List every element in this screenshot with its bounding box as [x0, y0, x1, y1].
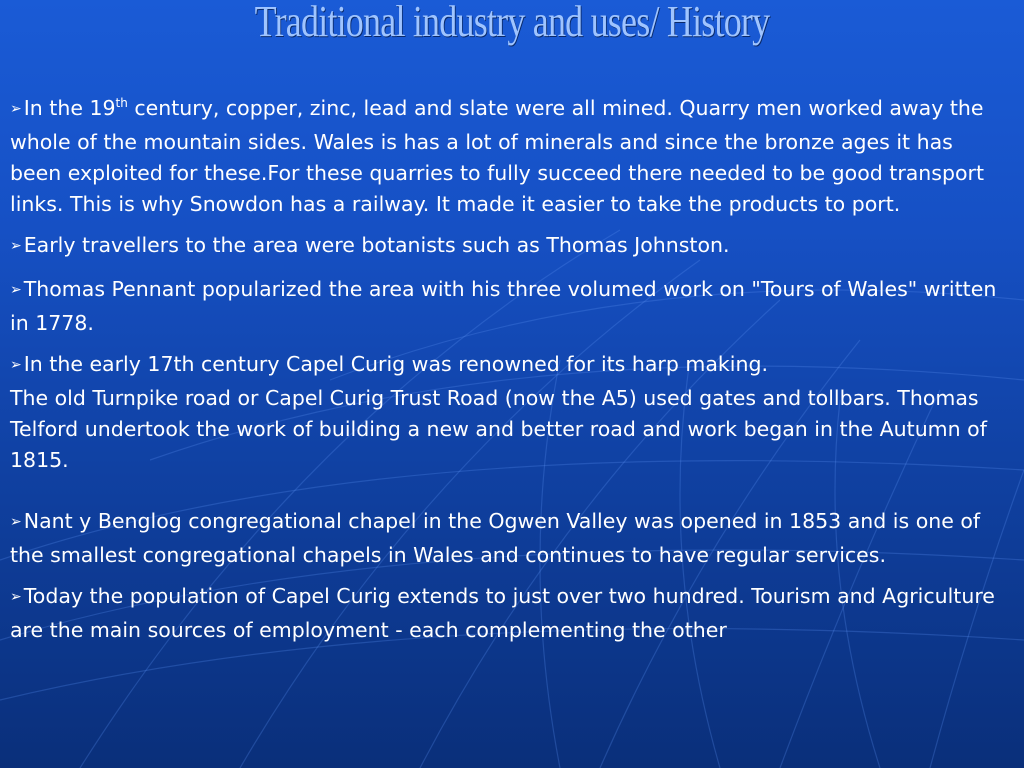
paragraph-text: In the 19	[23, 96, 116, 120]
arrow-bullet-icon: ➢	[10, 282, 22, 298]
slide-title: Traditional industry and uses/ History	[254, 0, 770, 46]
paragraph-harp-road	[10, 349, 1010, 476]
paragraph-mining	[10, 93, 1010, 220]
paragraph-text: Thomas Pennant popularized the area with his three volumed work on "Tours of Wales" written in 1778.	[10, 277, 997, 335]
paragraph-travellers	[10, 230, 1010, 264]
paragraph-chapel	[10, 506, 1010, 571]
paragraph-text: Nant y Benglog congregational chapel in the Ogwen Valley was opened in 1853 and is one of the smallest congregational chapels in Wales and continues to have regular services.	[10, 509, 981, 567]
paragraph-text: Early travellers to the area were botanists such as Thomas Johnston.	[23, 233, 730, 257]
paragraph-text: In the early 17th century Capel Curig was renowned for its harp making.	[23, 352, 769, 376]
arrow-bullet-icon: ➢	[10, 101, 22, 117]
paragraph-population	[10, 581, 1010, 646]
arrow-bullet-icon: ➢	[10, 514, 22, 530]
arrow-bullet-icon: ➢	[10, 238, 22, 254]
arrow-bullet-icon: ➢	[10, 589, 22, 605]
paragraph-pennant	[10, 274, 1010, 339]
paragraph-text: century, copper, zinc, lead and slate were all mined. Quarry men worked away the whole of the mountain sides. Wales is has a lot of minerals and since the bronze ages it has been exploited for these.For these quarries to fully succeed there needed to be good transport links. This is why Snowdon has a railway. It made it easier to take the products to port.	[10, 96, 985, 216]
superscript-th: th	[115, 96, 128, 110]
arrow-bullet-icon: ➢	[10, 357, 22, 373]
paragraph-text: Today the population of Capel Curig extends to just over two hundred. Tourism and Agriculture are the main sources of employment - each complementing the other	[10, 584, 995, 642]
paragraph-text: The old Turnpike road or Capel Curig Trust Road (now the A5) used gates and tollbars. Thomas Telford undertook the work of building a new and better road and work began in the Autumn of 1815.	[10, 386, 987, 472]
slide-body	[10, 93, 1010, 656]
